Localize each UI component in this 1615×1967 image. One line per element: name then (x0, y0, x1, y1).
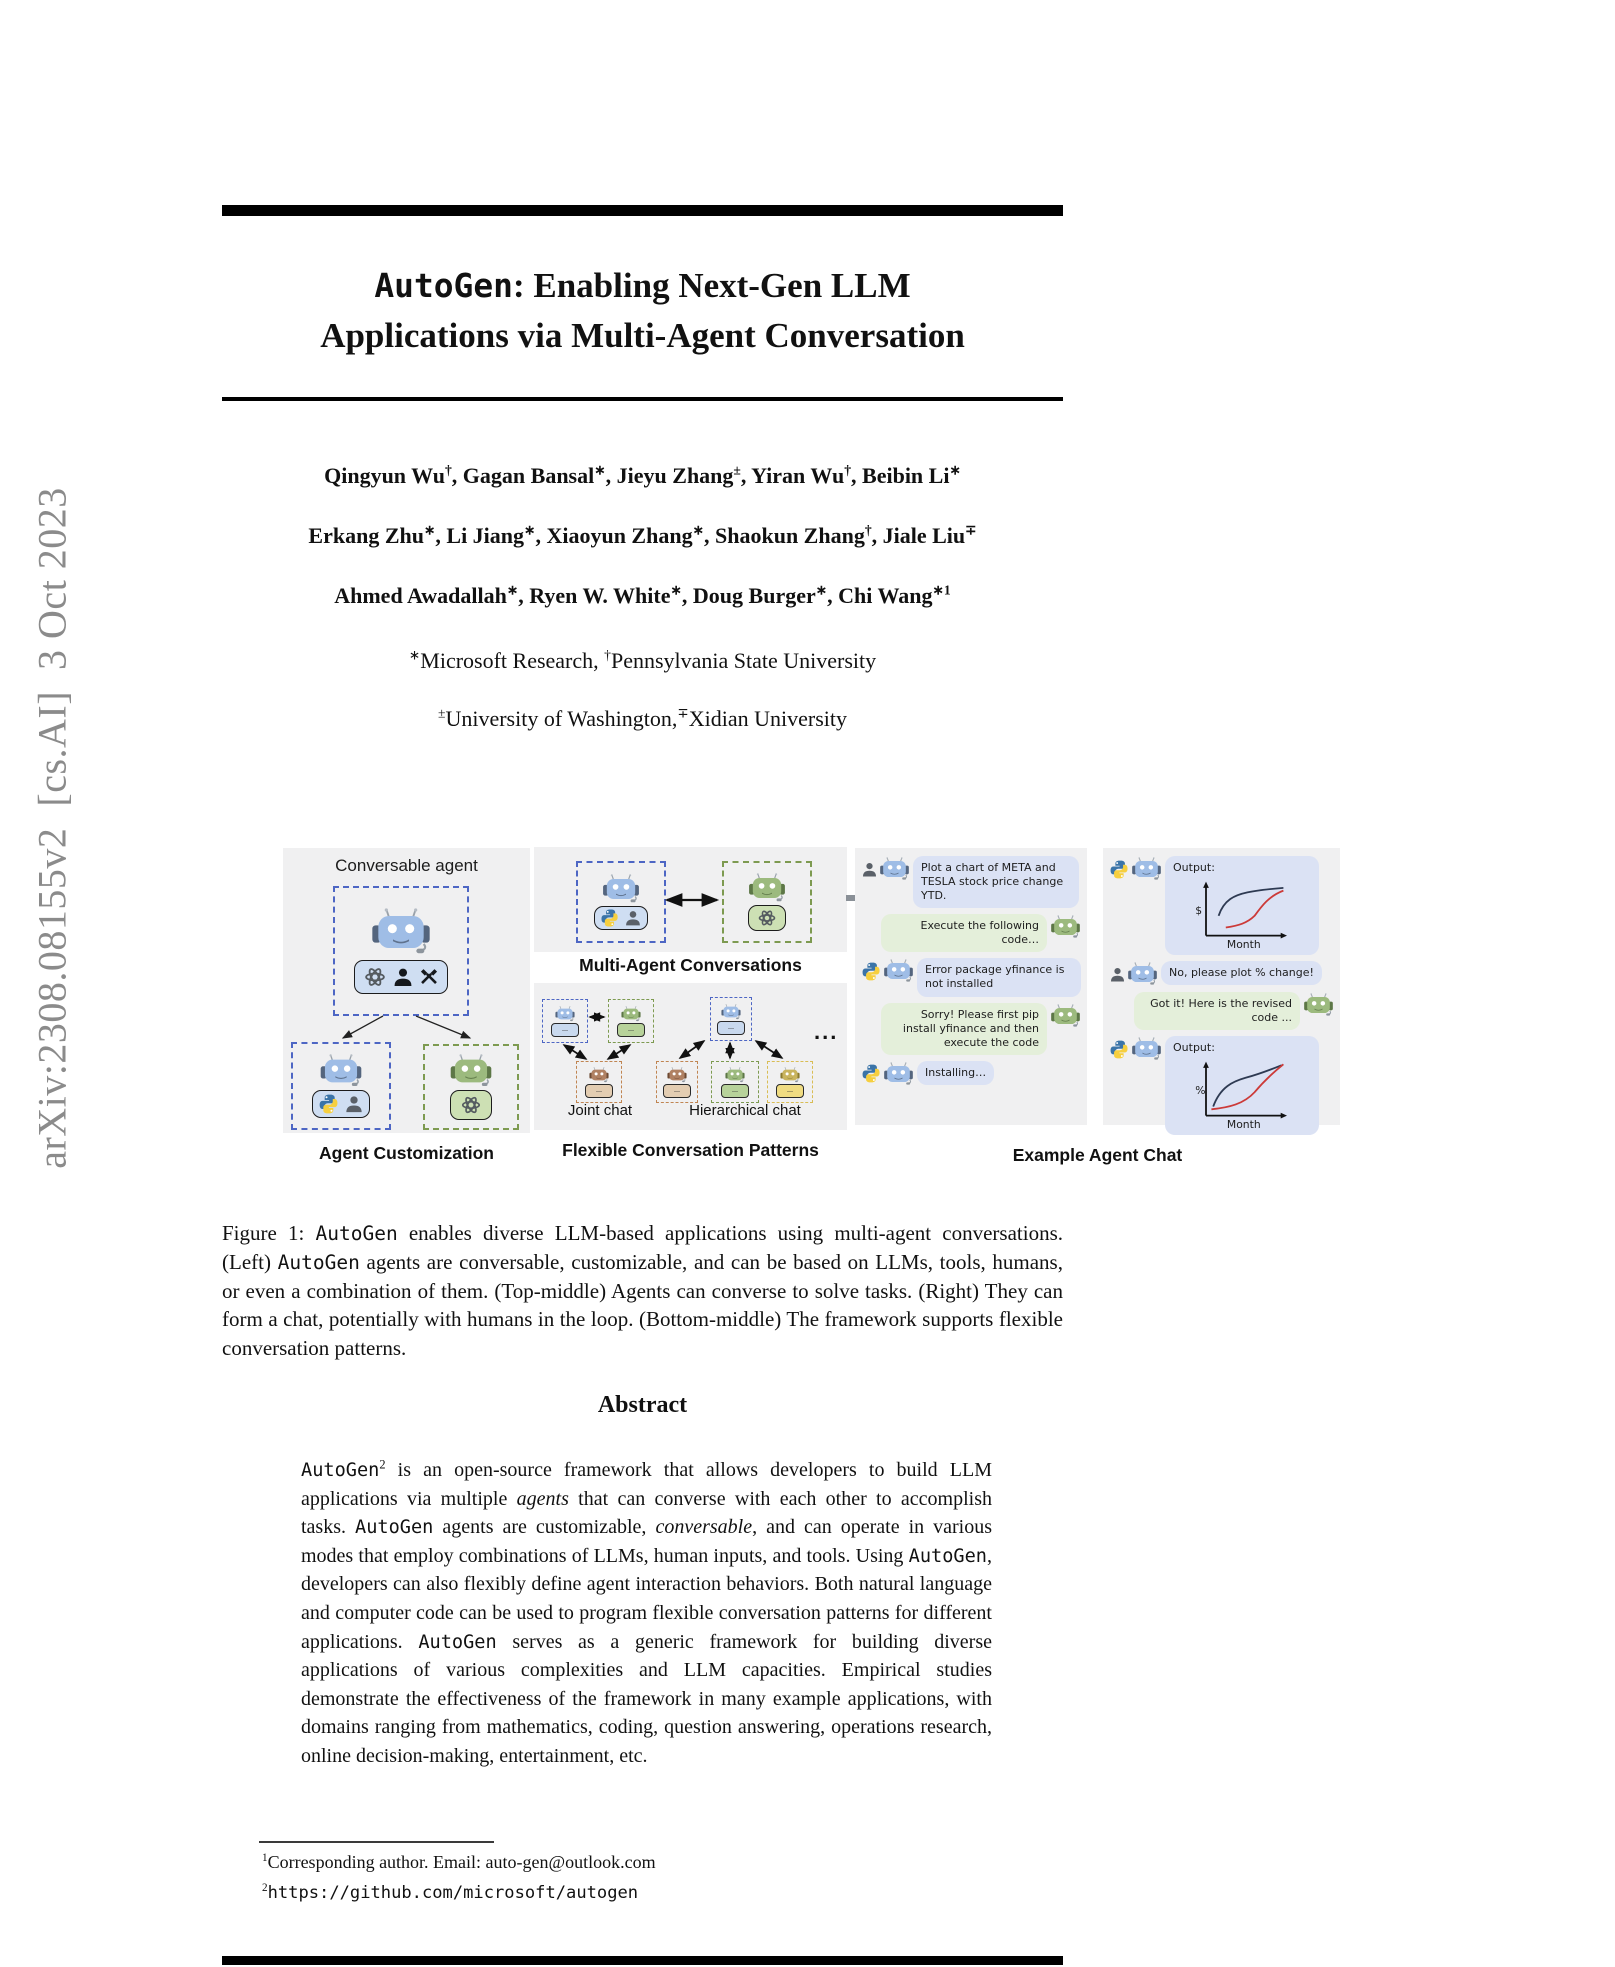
chat-message (1109, 1036, 1334, 1135)
author-name: Chi Wang (838, 583, 933, 608)
chat-bubble-text: Error package yfinance is not installed (925, 963, 1065, 991)
python-icon (318, 1093, 340, 1115)
bottom-rule (222, 1956, 1063, 1965)
author-name: Yiran Wu (751, 463, 845, 488)
chat-bubble-text: Execute the following code… (920, 919, 1039, 947)
chat-bubble-text: Installing… (925, 1065, 987, 1079)
tools-icon (418, 966, 440, 988)
openai-icon (362, 964, 388, 990)
mini-chat-box: ... (663, 1084, 691, 1098)
robot-green-icon (1050, 1004, 1081, 1028)
chat-sender-icons (1109, 856, 1162, 881)
chat-bubble (881, 1003, 1047, 1055)
chat-message (861, 856, 1081, 908)
chat-message (861, 1061, 1081, 1086)
chat-bubble (913, 856, 1079, 908)
figure-1-caption: Figure 1: AutoGen enables diverse LLM-based applications using multi-agent conversations. (Left) AutoGen agents are conversable, customizable, and can be based on LLMs, tools, humans, or even a combination of them. (Top-middle) Agents can converse to solve tasks. (Right) They can form a chat, potentially with humans in the loop. (Bottom-middle) The framework supports flexible conversation patterns. (222, 1221, 1063, 1361)
svg-text:Month: Month (1226, 1118, 1261, 1131)
openai-bar (450, 1090, 492, 1120)
user-icon (861, 861, 878, 878)
user-icon (1109, 966, 1126, 983)
openai-icon (756, 907, 778, 929)
mini-robot-icon (554, 1006, 576, 1022)
joint-agent-blue (542, 999, 588, 1043)
robot-green-icon (746, 873, 788, 903)
chat-message (1109, 961, 1334, 986)
chat-bubble (1165, 856, 1319, 955)
paper-title (222, 261, 1063, 360)
hier-agent-top (710, 997, 752, 1041)
author-name: Xiaoyun Zhang (546, 523, 693, 548)
author-name: Ahmed Awadallah (334, 583, 507, 608)
svg-text:%: % (1195, 1084, 1206, 1098)
agent-customization-panel (283, 848, 530, 1133)
mini-robot-icon (724, 1067, 746, 1083)
python-icon (1109, 1039, 1130, 1060)
python-icon (861, 961, 882, 982)
chat-sender-icons (861, 958, 914, 983)
mini-chat-box: ... (721, 1084, 749, 1098)
github-link[interactable]: https://github.com/microsoft/autogen (267, 1882, 639, 1903)
author-line-1: Qingyun Wu†, Gagan Bansal∗, Jieyu Zhang±, Yiran Wu†, Beibin Li∗ (324, 462, 961, 488)
chat-bubble-text: No, please plot % change! (1169, 966, 1314, 980)
robot-blue-icon (1127, 962, 1158, 986)
chat-sender-icons (861, 856, 910, 881)
chat-message (861, 1003, 1081, 1055)
chat-message (1109, 992, 1334, 1030)
author-name: Jieyu Zhang (616, 463, 734, 488)
svg-text:$: $ (1195, 904, 1203, 918)
abstract-heading: Abstract (597, 1392, 688, 1418)
human-icon (344, 1094, 364, 1114)
agent-customization-caption: Agent Customization (319, 1143, 494, 1163)
footnote: $^2$https://github.com/microsoft/autogen (262, 1881, 639, 1903)
llm-human-tools-bar (354, 960, 448, 994)
conversable-agent-label: Conversable agent (335, 856, 478, 875)
chat-bubble-text: Got it! Here is the revised code ... (1150, 997, 1292, 1025)
author-name: Li Jiang (446, 523, 525, 548)
python-icon (861, 1063, 882, 1084)
conversation-patterns-panel (534, 983, 847, 1130)
example-agent-chat-caption: Example Agent Chat (1012, 1145, 1183, 1165)
mini-chat-box: ... (617, 1023, 645, 1037)
example-chat-panel-1 (855, 848, 1087, 1125)
hier-agent-green (711, 1061, 759, 1103)
joint-agent-green (608, 999, 654, 1043)
mini-chat-box: ... (776, 1084, 804, 1098)
title-rule (222, 397, 1063, 401)
chat-message (861, 958, 1081, 996)
author-line-2: Erkang Zhu∗, Li Jiang∗, Xiaoyun Zhang∗, Shaokun Zhang†, Jiale Liu∓ (308, 522, 977, 548)
arxiv-watermark: arXiv:2308.08155v2 [cs.AI] 3 Oct 2023 (29, 487, 75, 1169)
human-agent-box (291, 1042, 391, 1130)
human-icon (392, 966, 414, 988)
hier-agent-brown (656, 1061, 698, 1103)
author-name: Beibin Li (862, 463, 950, 488)
title-line-2: Applications via Multi-Agent Conversation (320, 316, 965, 356)
mini-robot-icon (620, 1006, 642, 1022)
chat-bubble-text: Plot a chart of META and TESLA stock price change YTD. (921, 861, 1064, 903)
chat-sender-icons (861, 1061, 914, 1086)
more-patterns-ellipsis: ... (814, 1019, 839, 1044)
chat-message (861, 914, 1081, 952)
author-name: Gagan Bansal (462, 463, 595, 488)
abstract-text: AutoGen$^2$ is an open-source framework that allows developers to build LLM applications via multiple agents that can converse with each other to accomplish tasks. AutoGen agents are customizable, conversable, and can operate in various modes that employ combinations of LLMs, human inputs, and tools. Using AutoGen, developers can also flexibly define agent interaction behaviors. Both natural language and computer code can be used to program flexible conversation patterns for different applications. AutoGen serves as a generic framework for building diverse applications of various complexities and LLM capacities. Empirical studies demonstrate the effectiveness of the framework in many example applications, with domains ranging from mathematics, coding, question answering, operations research, online decision-making, entertainment, etc. (301, 1457, 993, 1767)
author-name: Qingyun Wu (324, 463, 445, 488)
chat-sender-icons (1050, 1003, 1081, 1028)
footnote-rule (259, 1841, 494, 1843)
chat-bubble (1165, 1036, 1319, 1135)
author-name: Shaokun Zhang (715, 523, 865, 548)
robot-green-icon (1303, 993, 1334, 1017)
author-line-3: Ahmed Awadallah∗, Ryen W. White∗, Doug Burger∗, Chi Wang$^{∗1}$ (334, 582, 951, 608)
human-icon (624, 909, 642, 927)
author-name: Ryen W. White (529, 583, 671, 608)
top-rule (222, 205, 1063, 216)
hier-agent-yellow (767, 1061, 813, 1103)
agent-a-box (576, 861, 666, 943)
robot-blue-icon (883, 959, 914, 983)
affiliation-line-2: ±University of Washington,∓Xidian University (437, 705, 848, 731)
author-name: Erkang Zhu (308, 523, 424, 548)
chat-sender-icons (1050, 914, 1081, 939)
agent-b-box (722, 861, 812, 943)
robot-blue-icon (879, 857, 910, 881)
flexible-patterns-caption: Flexible Conversation Patterns (562, 1140, 819, 1160)
chat-bubble (917, 958, 1081, 996)
author-name: Jiale Liu (882, 523, 966, 548)
multi-agent-conversations-panel (534, 847, 847, 952)
mini-robot-icon (779, 1067, 801, 1083)
example-chat-panel-2 (1103, 848, 1340, 1131)
conversable-agent-box (333, 886, 469, 1016)
python-human-bar (594, 906, 648, 930)
svg-text:Month: Month (1226, 938, 1261, 951)
chat-sender-icons (1303, 992, 1334, 1017)
joint-chat-label: Joint chat (567, 1102, 633, 1119)
robot-blue-icon (369, 908, 433, 956)
llm-agent-box (423, 1044, 519, 1130)
mini-chat-box: ... (717, 1021, 745, 1035)
chat-bubble-text: Sorry! Please first pip install yfinance and then execute the code (902, 1007, 1039, 1049)
robot-blue-icon (1131, 857, 1162, 881)
mini-chat-box: ... (551, 1023, 579, 1037)
robot-blue-icon (318, 1054, 364, 1088)
mini-robot-icon (666, 1067, 688, 1083)
chat-bubble (1134, 992, 1300, 1030)
robot-blue-icon (883, 1062, 914, 1086)
robot-blue-icon (600, 874, 642, 904)
openai-icon (459, 1093, 483, 1117)
python-human-bar (312, 1090, 370, 1118)
footnotes (262, 1848, 1062, 1907)
chat-bubble-text: Output: (1173, 1041, 1215, 1055)
affiliation-line-1: ∗Microsoft Research, †Pennsylvania State University (408, 647, 877, 673)
openai-bar (748, 905, 786, 931)
mini-chat-box: ... (585, 1084, 613, 1098)
chat-sender-icons (1109, 961, 1158, 986)
title-line-1: AutoGen: Enabling Next-Gen LLM (374, 266, 911, 306)
chat-message (1109, 856, 1334, 955)
chat-sender-icons (1109, 1036, 1162, 1061)
robot-blue-icon (1131, 1037, 1162, 1061)
mini-robot-icon (720, 1004, 742, 1020)
chat-bubble (881, 914, 1047, 952)
robot-green-icon (1050, 915, 1081, 939)
author-name: Doug Burger (692, 583, 816, 608)
multi-agent-conversations-caption: Multi-Agent Conversations (579, 955, 802, 975)
footnote: $^1$Corresponding author. Email: auto-gen@outlook.com (262, 1852, 656, 1872)
python-icon (600, 908, 620, 928)
python-icon (1109, 859, 1130, 880)
chat-bubble (917, 1061, 994, 1085)
hierarchical-chat-label: Hierarchical chat (689, 1102, 801, 1119)
mini-robot-icon (588, 1067, 610, 1083)
chat-bubble-text: Output: (1173, 861, 1215, 874)
robot-green-icon (448, 1054, 494, 1088)
footnote-text: Corresponding author. Email: auto-gen@outlook.com (267, 1852, 656, 1872)
joint-agent-brown (576, 1061, 622, 1103)
chat-bubble (1161, 961, 1322, 985)
